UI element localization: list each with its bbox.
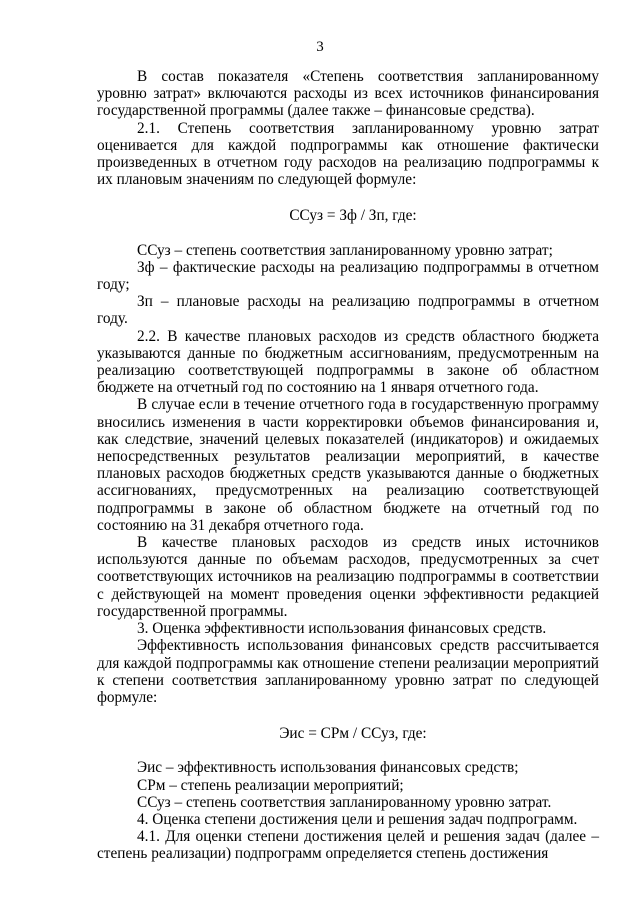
formula-eis: Эис = СРм / ССуз, где: xyxy=(279,725,427,743)
section-4-heading: 4. Оценка степени достижения цели и решения задач подпрограмм. xyxy=(137,810,578,828)
paragraph-4-1: 4.1. Для оценки степени достижения целей и решения задач (далее – степень реализации) подпрограмм определяется степень достижения xyxy=(97,828,599,863)
paragraph-changes: В случае если в течение отчетного года в государственную программу вносились изменения в части корректировки объемов финансирования и, как следствие, значений целевых показателей (индикаторов) и ожидаемых непосредственных результатов реализации мероприятий, в качестве плановых расходов бюджетных средств указываются данные о бюджетных ассигнованиях, предусмотренных на реализацию соответствующей подпрограммы в законе об областном бюджете на отчетный год по состоянию на 31 декабря отчетного года. xyxy=(97,396,599,534)
definition-eis: Эис – эффективность использования финансовых средств; xyxy=(137,759,519,777)
definition-srm: СРм – степень реализации мероприятий; xyxy=(137,776,404,794)
section-3-heading: 3. Оценка эффективности использования финансовых средств. xyxy=(137,620,547,638)
paragraph-2-2: 2.2. В качестве плановых расходов из средств областного бюджета указываются данные по бюджетным ассигнованиям, предусмотренным на реализацию соответствующей подпрограммы в законе об областном бюджете на отчетный год по состоянию на 1 января отчетного года. xyxy=(97,327,599,397)
definition-ssuz-2: ССуз – степень соответствия запланированному уровню затрат. xyxy=(137,793,552,811)
paragraph-intro: В состав показателя «Степень соответствия запланированному уровню затрат» включаются расходы из всех источников финансирования государственной программы (далее также – финансовые средства). xyxy=(97,68,599,120)
definition-zp: Зп – плановые расходы на реализацию подпрограммы в отчетном году. xyxy=(97,293,599,328)
page-number: 3 xyxy=(316,39,324,55)
definition-ssuz: ССуз – степень соответствия запланированному уровню затрат; xyxy=(137,241,553,259)
formula-ssuz: ССуз = Зф / Зп, где: xyxy=(289,207,417,225)
paragraph-other-sources: В качестве плановых расходов из средств иных источников используются данные по объемам расходов, предусмотренных за счет соответствующих источников на реализацию подпрограммы в соответствии с действующей на момент проведения оценки эффективности редакцией государственной программы. xyxy=(97,534,599,620)
definition-zf: Зф – фактические расходы на реализацию подпрограммы в отчетном году; xyxy=(97,258,599,294)
document-body xyxy=(97,68,599,863)
paragraph-2-1: 2.1. Степень соответствия запланированному уровню затрат оценивается для каждой подпрограммы как отношение фактически произведенных в отчетном году расходов на реализацию подпрограммы к их плановым значениям по следующей формуле: xyxy=(97,119,599,189)
paragraph-efficiency: Эффективность использования финансовых средств рассчитывается для каждой подпрограммы как отношение степени реализации мероприятий к степени соответствия запланированному уровню затрат по следующей формуле: xyxy=(97,637,599,706)
